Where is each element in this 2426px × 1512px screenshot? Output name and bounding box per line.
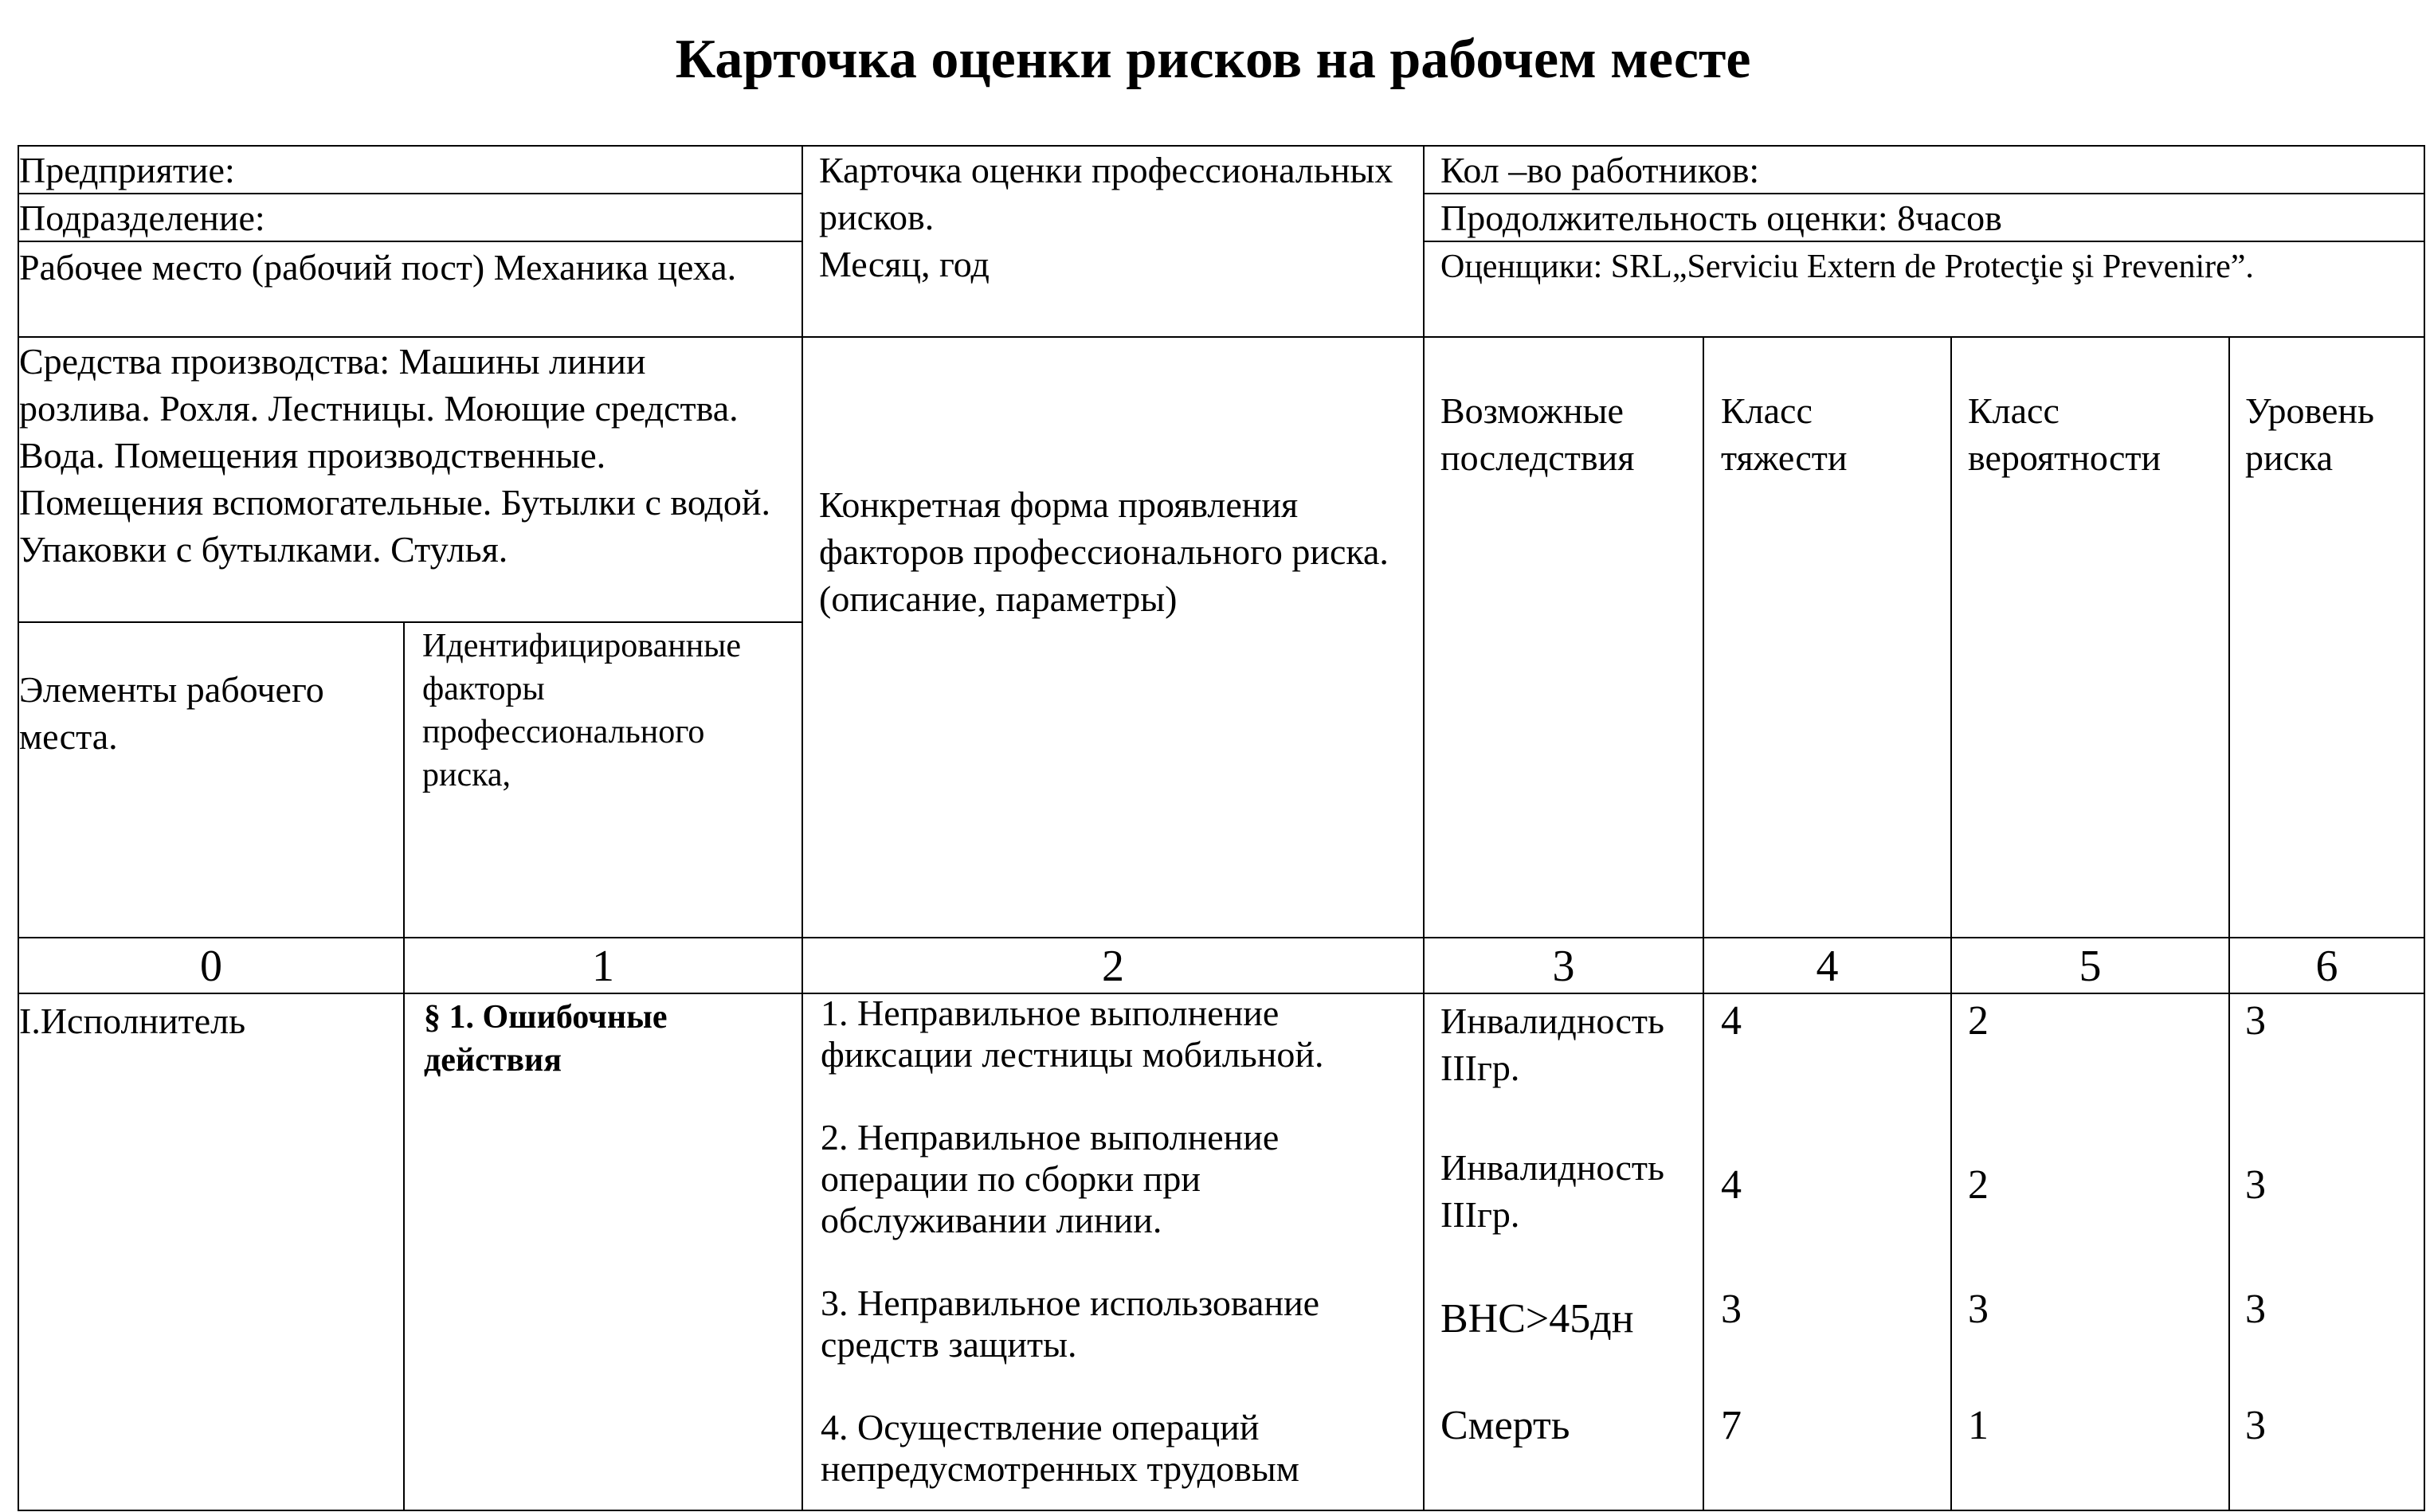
means-of-production: Средства производства: Машины линии розлива. Рохля. Лестницы. Моющие средства. Вода. Помещения производственные. Помещения вспомогательные. Бутылки с водой. Упаковки с бутылками. Стулья.: [19, 341, 771, 570]
risk-description: 1. Неправильное выполнение фиксации лестницы мобильной.: [821, 993, 1324, 1075]
col-divider: [403, 621, 405, 1511]
col-number-1: 1: [592, 942, 614, 991]
risk-description: 4. Осуществление операций непредусмотренных трудовым: [821, 1407, 1299, 1489]
risk-probability: 2: [1968, 998, 1989, 1044]
col-divider: [2228, 336, 2230, 1511]
workplace-label: Рабочее место (рабочий пост) Механика цеха.: [19, 247, 737, 288]
risk-level: 3: [2245, 1287, 2266, 1332]
col-header-form: Конкретная форма проявления факторов профессионального риска. (описание, параметры): [819, 484, 1389, 619]
col-number-5: 5: [2079, 942, 2102, 991]
factor-erroneous-actions: § 1. Ошибочные действия: [424, 999, 668, 1079]
col-number-3: 3: [1552, 942, 1575, 991]
col-header-severity: Класс тяжести: [1721, 390, 1848, 478]
col-number-6: 6: [2315, 942, 2338, 991]
col-divider: [1423, 145, 1425, 1511]
col-header-consequences: Возможные последствия: [1440, 390, 1635, 478]
col-header-probability: Класс вероятности: [1968, 390, 2161, 478]
row-divider: [18, 621, 801, 623]
risk-severity: 4: [1721, 1162, 1742, 1208]
risk-level: 3: [2245, 1403, 2266, 1448]
assessors-label: Оценщики: SRL„Serviciu Extern de Protecţie şi Prevenire”.: [1440, 249, 2254, 285]
col-divider: [1950, 336, 1952, 1511]
risk-probability: 1: [1968, 1403, 1989, 1448]
risk-probability: 2: [1968, 1162, 1989, 1208]
risk-severity: 7: [1721, 1403, 1742, 1448]
risk-consequence: ВНС>45дн: [1440, 1296, 1634, 1342]
workers-label: Кол –во работников:: [1440, 150, 1760, 190]
element-executor: I.Исполнитель: [19, 1001, 246, 1041]
risk-consequence: Смерть: [1440, 1403, 1570, 1448]
risk-severity: 3: [1721, 1287, 1742, 1332]
card-label: Карточка оценки профессиональных рисков. Месяц, год: [819, 150, 1393, 284]
col-header-level: Уровень риска: [2245, 390, 2374, 478]
table-border-right: [2424, 145, 2425, 1511]
risk-probability: 3: [1968, 1287, 1989, 1332]
col-number-0: 0: [200, 942, 222, 991]
division-label: Подразделение:: [19, 198, 265, 238]
risk-level: 3: [2245, 998, 2266, 1044]
risk-level: 3: [2245, 1162, 2266, 1208]
col-header-elements: Элементы рабочего места.: [19, 669, 324, 757]
duration-label: Продолжительность оценки: 8часов: [1440, 198, 2002, 238]
risk-consequence: Инвалидность IIIгр.: [1440, 1147, 1665, 1235]
col-header-factors: Идентифицированные факторы профессионального риска,: [422, 628, 742, 793]
risk-description: 3. Неправильное использование средств защиты.: [821, 1283, 1320, 1365]
table-border-bottom: [18, 1510, 2425, 1511]
enterprise-label: Предприятие:: [19, 150, 235, 190]
page-title: Карточка оценки рисков на рабочем месте: [675, 29, 1751, 90]
col-divider: [801, 145, 803, 1511]
col-number-2: 2: [1102, 942, 1124, 991]
risk-description: 2. Неправильное выполнение операции по сборки при обслуживании линии.: [821, 1117, 1280, 1240]
col-number-4: 4: [1816, 942, 1839, 991]
risk-consequence: Инвалидность IIIгр.: [1440, 1001, 1665, 1088]
risk-severity: 4: [1721, 998, 1742, 1044]
col-divider: [1703, 336, 1704, 1511]
